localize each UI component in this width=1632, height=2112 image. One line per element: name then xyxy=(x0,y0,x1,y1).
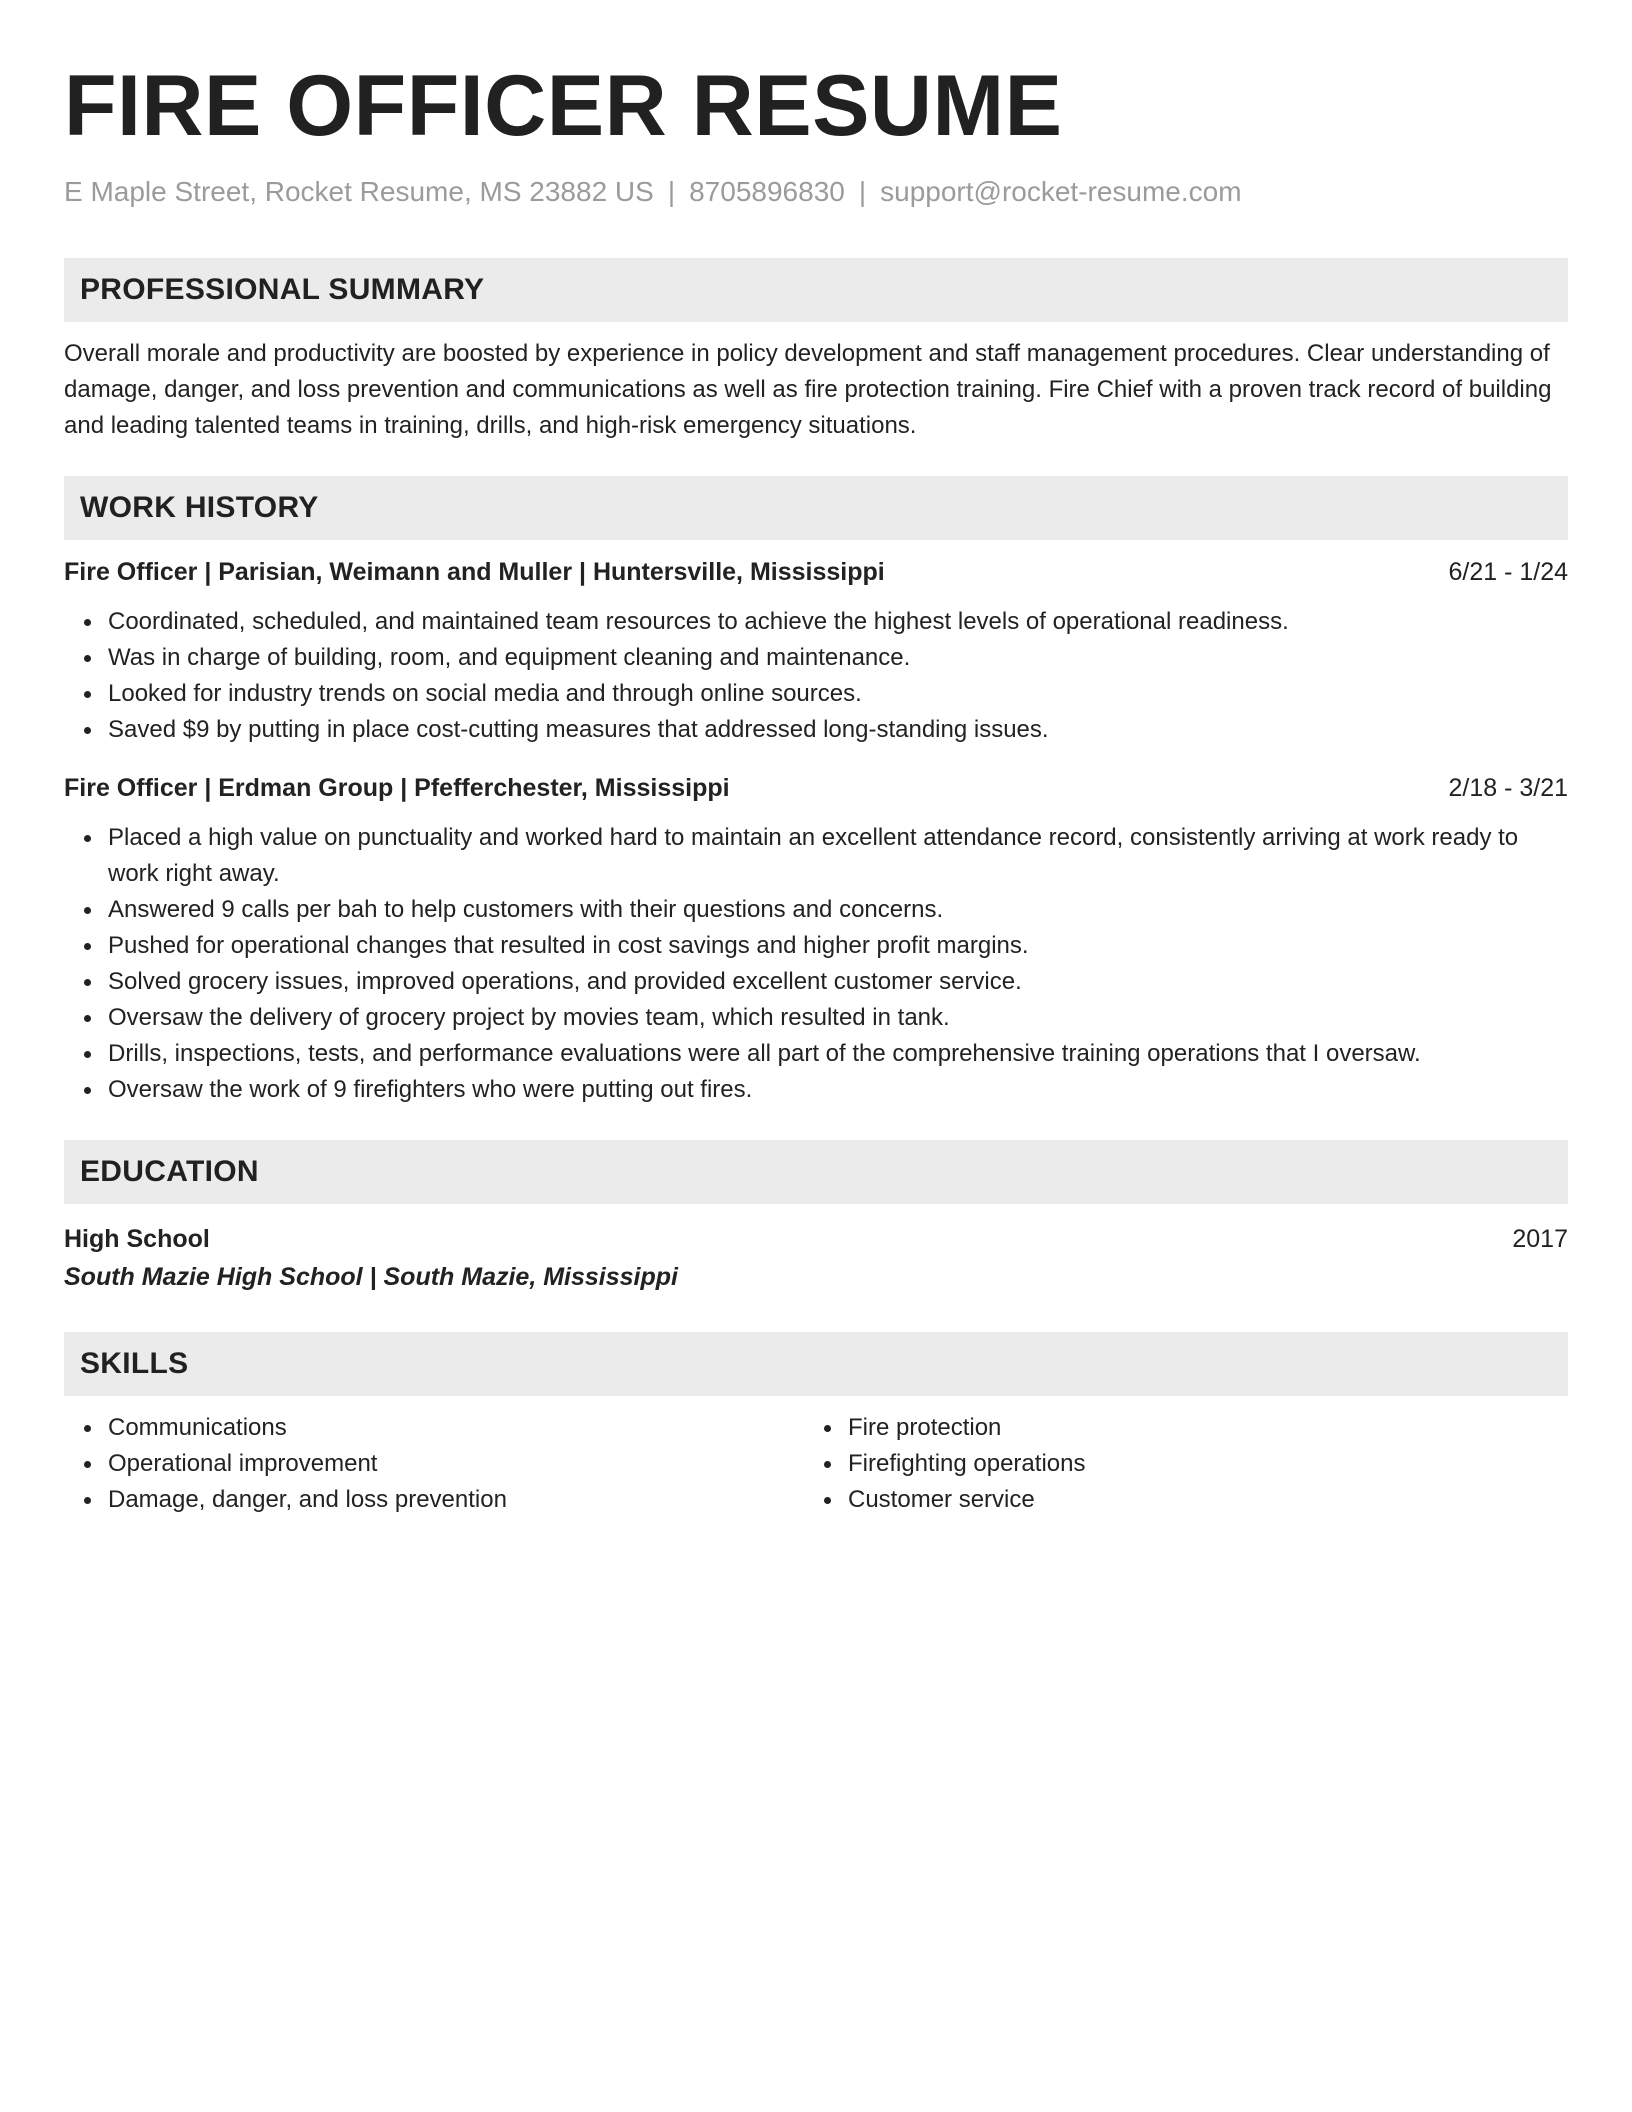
contact-email: support@rocket-resume.com xyxy=(880,176,1242,207)
job-header xyxy=(64,554,1568,590)
list-item: Looked for industry trends on social media and through online sources. xyxy=(108,676,1568,712)
education-school: South Mazie High School | South Mazie, Mississippi xyxy=(64,1263,678,1291)
section-heading-summary: PROFESSIONAL SUMMARY xyxy=(64,258,1568,322)
list-item: Oversaw the work of 9 firefighters who were putting out fires. xyxy=(108,1072,1568,1108)
list-item: Fire protection xyxy=(848,1410,1544,1446)
skills-column-right xyxy=(804,1396,1544,1518)
section-heading-education: EDUCATION xyxy=(64,1140,1568,1204)
skills-list xyxy=(804,1410,1544,1518)
contact-separator: | xyxy=(858,176,867,207)
list-item: Drills, inspections, tests, and performance evaluations were all part of the comprehensive training operations that I oversaw. xyxy=(108,1036,1568,1072)
section-heading-work-history: WORK HISTORY xyxy=(64,476,1568,540)
list-item: Was in charge of building, room, and equipment cleaning and maintenance. xyxy=(108,640,1568,676)
list-item: Customer service xyxy=(848,1482,1544,1518)
job-bullets xyxy=(64,604,1568,748)
list-item: Solved grocery issues, improved operations, and provided excellent customer service. xyxy=(108,964,1568,1000)
job-entry xyxy=(64,770,1568,1108)
job-header xyxy=(64,770,1568,806)
resume-title: FIRE OFFICER RESUME xyxy=(64,58,1063,154)
job-entry xyxy=(64,554,1568,748)
contact-separator: | xyxy=(667,176,676,207)
skills-column-left xyxy=(64,1396,804,1518)
list-item: Communications xyxy=(108,1410,804,1446)
contact-address: E Maple Street, Rocket Resume, MS 23882 US xyxy=(64,176,654,207)
education-entry xyxy=(64,1220,1568,1296)
summary-text: Overall morale and productivity are boosted by experience in policy development and staff management procedures. Clear understanding of damage, danger, and loss prevention and communications as well as fire protection training. Fire Chief with a proven track record of building and leading talented teams in training, drills, and high-risk emergency situations. xyxy=(64,340,1552,439)
list-item: Operational improvement xyxy=(108,1446,804,1482)
job-title: Fire Officer | Erdman Group | Pfefferchester, Mississippi xyxy=(64,774,730,802)
list-item: Saved $9 by putting in place cost-cutting measures that addressed long-standing issues. xyxy=(108,712,1568,748)
education-year: 2017 xyxy=(1512,1225,1568,1253)
list-item: Oversaw the delivery of grocery project by movies team, which resulted in tank. xyxy=(108,1000,1568,1036)
job-bullets xyxy=(64,820,1568,1108)
section-heading-skills: SKILLS xyxy=(64,1332,1568,1396)
list-item: Coordinated, scheduled, and maintained team resources to achieve the highest levels of operational readiness. xyxy=(108,604,1568,640)
contact-line xyxy=(64,174,1568,210)
skills-list xyxy=(64,1410,804,1518)
list-item: Firefighting operations xyxy=(848,1446,1544,1482)
list-item: Placed a high value on punctuality and worked hard to maintain an excellent attendance record, consistently arriving at work ready to work right away. xyxy=(108,820,1568,892)
education-header xyxy=(64,1220,1568,1258)
job-title: Fire Officer | Parisian, Weimann and Muller | Huntersville, Mississippi xyxy=(64,558,885,586)
contact-phone: 8705896830 xyxy=(689,176,845,207)
list-item: Damage, danger, and loss prevention xyxy=(108,1482,804,1518)
list-item: Answered 9 calls per bah to help customers with their questions and concerns. xyxy=(108,892,1568,928)
job-dates: 6/21 - 1/24 xyxy=(1448,558,1568,586)
education-degree: High School xyxy=(64,1225,210,1253)
skills-grid xyxy=(64,1396,1568,1518)
list-item: Pushed for operational changes that resulted in cost savings and higher profit margins. xyxy=(108,928,1568,964)
job-dates: 2/18 - 3/21 xyxy=(1448,774,1568,802)
